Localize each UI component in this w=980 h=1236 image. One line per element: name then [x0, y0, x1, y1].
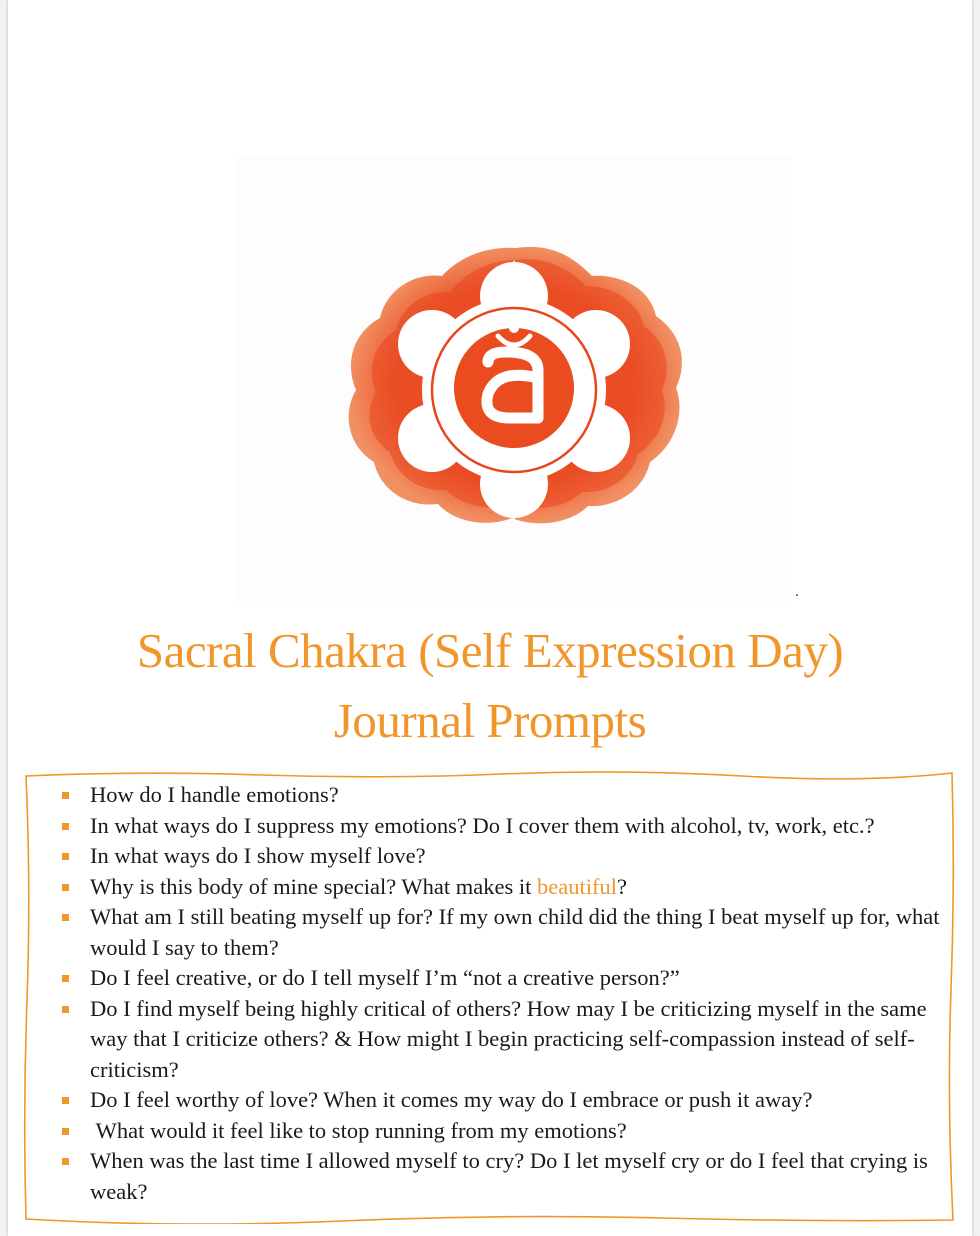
list-item: Do I feel creative, or do I tell myself I’m “not a creative person?” [60, 963, 948, 994]
bullet-icon [62, 792, 69, 799]
list-item: Why is this body of mine special? What makes it beautiful? [60, 872, 948, 903]
page-subtitle: Journal Prompts [333, 693, 647, 748]
list-item: What would it feel like to stop running from my emotions? [60, 1116, 948, 1147]
prompt-list [60, 780, 948, 1207]
list-item: When was the last time I allowed myself to cry? Do I let myself cry or do I feel that crying is weak? [60, 1146, 948, 1207]
journal-page [8, 0, 972, 1236]
list-item: Do I find myself being highly critical of others? How may I be criticizing myself in the same way that I criticize others? & How might I begin practicing self-compassion instead of self-criticism? [60, 994, 948, 1086]
list-item: In what ways do I suppress my emotions? Do I cover them with alcohol, tv, work, etc.? [60, 811, 948, 842]
list-item: What am I still beating myself up for? If my own child did the thing I beat myself up for, what would I say to them? [60, 902, 948, 963]
bullet-icon [62, 914, 69, 921]
bullet-icon [62, 1006, 69, 1013]
list-item: Do I feel worthy of love? When it comes my way do I embrace or push it away? [60, 1085, 948, 1116]
highlighted-word: beautiful [537, 873, 617, 899]
sacral-chakra-symbol-icon [236, 156, 792, 602]
bullet-icon [62, 975, 69, 982]
bullet-icon [62, 853, 69, 860]
stray-dot [796, 594, 798, 596]
bullet-icon [62, 1097, 69, 1104]
bullet-icon [62, 1128, 69, 1135]
list-item: In what ways do I show myself love? [60, 841, 948, 872]
page-title: Sacral Chakra (Self Expression Day) [136, 623, 844, 678]
bullet-icon [62, 884, 69, 891]
chakra-logo [236, 156, 792, 602]
list-item: How do I handle emotions? [60, 780, 948, 811]
bullet-icon [62, 823, 69, 830]
bullet-icon [62, 1158, 69, 1165]
